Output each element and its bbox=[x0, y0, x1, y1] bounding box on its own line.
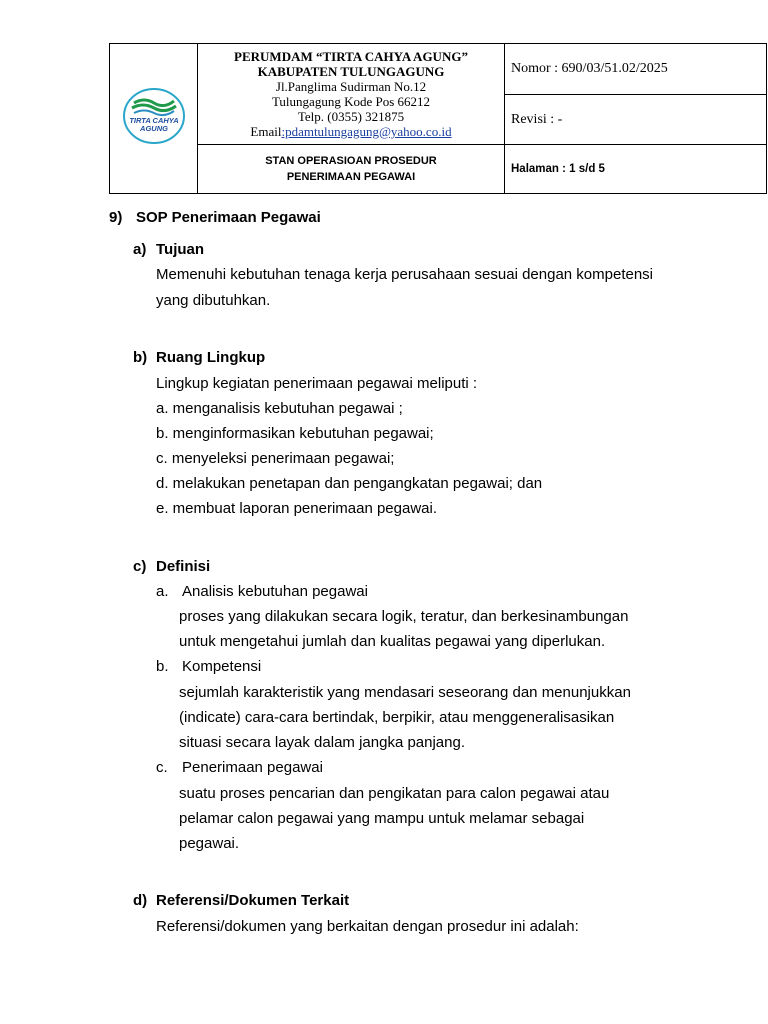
definition-term: Kompetensi bbox=[182, 658, 262, 675]
document-number: Nomor : 690/03/51.02/2025 bbox=[511, 61, 668, 76]
tujuan-line: Memenuhi kebutuhan tenaga kerja perusahaan sesuai dengan kompetensi bbox=[156, 266, 654, 283]
tujuan-line: yang dibutuhkan. bbox=[156, 292, 271, 309]
scope-item: d. melakukan penetapan dan pengangkatan pegawai; dan bbox=[156, 475, 543, 492]
subsection-c-title: Definisi bbox=[156, 558, 211, 575]
email-label: Email bbox=[250, 124, 282, 139]
definition-marker: b. bbox=[156, 658, 169, 675]
subsection-d-title: Referensi/Dokumen Terkait bbox=[156, 892, 350, 909]
definition-text: sejumlah karakteristik yang mendasari seseorang dan menunjukkan bbox=[179, 684, 631, 701]
email-link[interactable]: :pdamtulungagung@yahoo.co.id bbox=[281, 124, 452, 139]
scope-item: e. membuat laporan penerimaan pegawai. bbox=[156, 500, 438, 517]
subsection-a-marker: a) bbox=[133, 241, 147, 258]
section-number: 9) bbox=[109, 209, 123, 226]
company-logo bbox=[122, 87, 186, 145]
scope-item: a. menganalisis kebutuhan pegawai ; bbox=[156, 400, 403, 417]
definition-text: situasi secara layak dalam jangka panjang. bbox=[179, 734, 466, 751]
phone: Telp. (0355) 321875 bbox=[297, 109, 405, 124]
definition-marker: a. bbox=[156, 583, 169, 600]
org-name: PERUMDAM “TIRTA CAHYA AGUNG” bbox=[234, 49, 468, 64]
email-line bbox=[198, 124, 504, 139]
svg-text:TIRTA CAHYA: TIRTA CAHYA bbox=[128, 116, 179, 125]
subsection-c-marker: c) bbox=[133, 558, 147, 575]
definition-text: suatu proses pencarian dan pengikatan para calon pegawai atau bbox=[179, 785, 610, 802]
definition-text: pelamar calon pegawai yang mampu untuk melamar sebagai bbox=[179, 810, 585, 827]
scope-intro: Lingkup kegiatan penerimaan pegawai meliputi : bbox=[156, 375, 478, 392]
scope-item: c. menyeleksi penerimaan pegawai; bbox=[156, 450, 395, 467]
section-title: SOP Penerimaan Pegawai bbox=[136, 209, 321, 226]
organization-info bbox=[198, 44, 505, 145]
revisi-cell bbox=[505, 95, 767, 145]
reference-intro: Referensi/dokumen yang berkaitan dengan prosedur ini adalah: bbox=[156, 918, 579, 935]
document-title-line-1: STAN OPERASIOAN PROSEDUR bbox=[265, 155, 437, 167]
definition-term: Analisis kebutuhan pegawai bbox=[182, 583, 368, 600]
page-count-cell bbox=[505, 145, 767, 194]
address-line-2: Tulungagung Kode Pos 66212 bbox=[271, 94, 431, 109]
subsection-a-title: Tujuan bbox=[156, 241, 205, 258]
revision: Revisi : - bbox=[511, 111, 563, 127]
subsection-b-marker: b) bbox=[133, 349, 148, 366]
definition-text: proses yang dilakukan secara logik, teratur, dan berkesinambungan bbox=[179, 608, 629, 625]
org-region: KABUPATEN TULUNGAGUNG bbox=[257, 64, 445, 79]
page-count: Halaman : 1 s/d 5 bbox=[511, 163, 605, 175]
definition-term: Penerimaan pegawai bbox=[182, 759, 323, 776]
subsection-d-marker: d) bbox=[133, 892, 148, 909]
scope-item: b. menginformasikan kebutuhan pegawai; bbox=[156, 425, 434, 442]
definition-text: pegawai. bbox=[179, 835, 240, 852]
svg-text:AGUNG: AGUNG bbox=[139, 124, 168, 133]
logo-cell bbox=[110, 44, 198, 194]
definition-text: untuk mengetahui jumlah dan kualitas pegawai yang diperlukan. bbox=[179, 633, 606, 650]
nomor-cell bbox=[505, 44, 767, 95]
document-title-cell bbox=[198, 145, 505, 194]
definition-text: (indicate) cara-cara bertindak, berpikir, atau menggeneralisasikan bbox=[179, 709, 615, 726]
definition-marker: c. bbox=[156, 759, 168, 776]
address-line-1: Jl.Panglima Sudirman No.12 bbox=[275, 79, 427, 94]
document-header-table bbox=[109, 43, 767, 194]
document-title-line-2: PENERIMAAN PEGAWAI bbox=[286, 171, 416, 183]
subsection-b-title: Ruang Lingkup bbox=[156, 349, 266, 366]
